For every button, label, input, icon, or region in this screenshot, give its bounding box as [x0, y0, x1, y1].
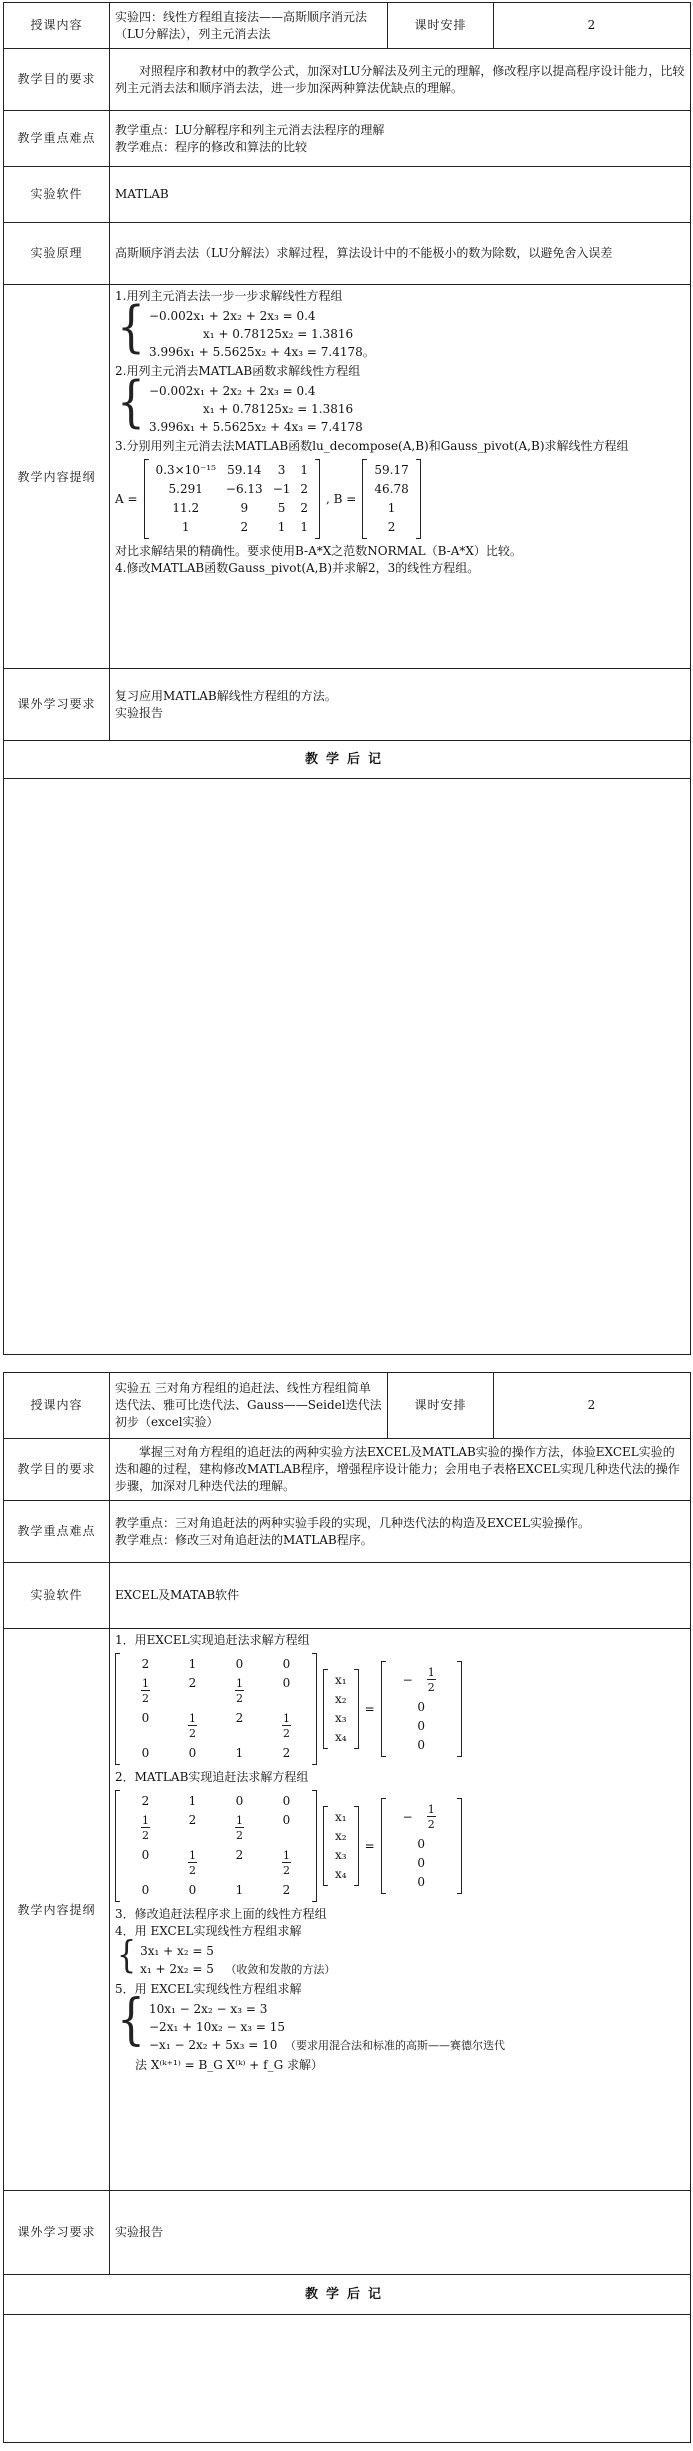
matrix-cell: 0	[417, 1856, 425, 1870]
lesson4-course: 实验四：线性方程组直接法——高斯顺序消元法（LU分解法），列主元消去法	[110, 3, 388, 49]
equation	[140, 1960, 335, 1979]
equals-sign: =	[364, 1838, 375, 1853]
tips-label: 教学内容提纲	[4, 1629, 110, 2191]
schedule-label: 课时安排	[388, 3, 494, 49]
lesson4-tips	[110, 285, 691, 669]
lesson4-extra	[110, 669, 691, 741]
matrix-cell: 0	[188, 1746, 197, 1760]
x-vector	[323, 1669, 359, 1749]
postnote-header: 教学后记	[4, 2275, 691, 2315]
period: 。	[362, 345, 375, 359]
matrix-cell: 0	[417, 1700, 425, 1714]
equation	[149, 343, 375, 361]
lesson5-software: EXCEL及MATAB软件	[110, 1563, 691, 1629]
matrix-cell: 0	[417, 1837, 425, 1851]
lesson4-item3-tail: 对比求解结果的精确性。要求使用B-A*X之范数NORMAL（B-A*X）比较。	[115, 544, 522, 558]
schedule-label: 课时安排	[388, 1373, 494, 1439]
lesson4-principle: 高斯顺序消去法（LU分解法）求解过程，算法设计中的不能极小的数为除数，以避免舍入误差	[110, 223, 691, 285]
equation: 3.996x₁ + 5.5625x₂ + 4x₃ = 7.4178	[149, 420, 363, 434]
objective-label: 教学目的要求	[4, 49, 110, 111]
fraction: $\frac{1}{2}$	[283, 1849, 290, 1877]
lesson5-system2	[115, 1790, 685, 1902]
lesson5-item2: 2．MATLAB实现追赶法求解方程组	[115, 1770, 309, 1784]
software-label: 实验软件	[4, 1563, 110, 1629]
matrix-cell: 0	[141, 1746, 150, 1760]
rhs-vector	[381, 1661, 462, 1757]
equation: 3x₁ + x₂ = 5	[140, 1944, 214, 1958]
matrix-cell: 2	[282, 1883, 291, 1897]
matrix-a-cell: 59.14	[227, 463, 262, 477]
matrix-cell: 0	[282, 1657, 291, 1671]
matrix-cell: 1	[188, 1794, 197, 1808]
brace-icon: {	[117, 370, 145, 434]
matrix-cell	[216, 1811, 263, 1846]
equation: −0.002x₁ + 2x₂ + 2x₃ = 0.4	[149, 309, 316, 323]
equals-sign: =	[364, 1701, 375, 1716]
matrix-cell: 2	[235, 1848, 244, 1862]
matrix-cell: x₂	[335, 1829, 347, 1843]
lesson4-item1: 1.用列主元消去法一步一步求解线性方程组	[115, 289, 343, 303]
matrix-a-cell: 1	[300, 520, 309, 534]
lesson4-extra2: 实验报告	[115, 705, 164, 720]
lesson5-item3: 3．修改追赶法程序求上面的线性方程组	[115, 1907, 327, 1921]
matrix-cell: 0	[417, 1875, 425, 1889]
matrix-cell: 0	[235, 1794, 244, 1808]
lesson4-matrices	[115, 459, 685, 539]
matrix-b	[362, 459, 420, 539]
lesson4-objective: 对照程序和教材中的教学公式，加深对LU分解法及列主元的理解，修改程序以提高程序设计能力，比较列主元消去法和顺序消去法，进一步加深两种算法优缺点的理解。	[110, 49, 691, 111]
lesson4-table	[3, 2, 691, 1355]
objective-label: 教学目的要求	[4, 1439, 110, 1501]
matrix-a-cell: 3	[277, 463, 286, 477]
matrix-cell: 2	[235, 1711, 244, 1725]
matrix-a-cell: −6.13	[225, 482, 263, 496]
matrix-cell: 0	[188, 1883, 197, 1897]
fraction: $\frac{1}{2}$	[283, 1712, 290, 1740]
brace-icon: {	[117, 1933, 137, 1978]
lesson4-item2: 2.用列主元消去MATLAB函数求解线性方程组	[115, 364, 361, 378]
matrix-cell: 1	[188, 1657, 197, 1671]
matrix-a-cell: 5	[277, 501, 286, 515]
matrix-b-cell: 59.17	[374, 463, 409, 477]
rhs-vector	[381, 1798, 462, 1894]
fraction: $\frac{1}{2}$	[236, 1814, 243, 1842]
lesson5-hours: 2	[494, 1373, 691, 1439]
extra-label: 课外学习要求	[4, 669, 110, 741]
equation-note: （要求用混合法和标准的高斯——赛德尔迭代	[285, 2039, 506, 2052]
matrix-cell: 0	[141, 1848, 150, 1862]
matrix-a-cell: 5.291	[168, 482, 203, 496]
matrix-cell: 0	[141, 1711, 150, 1725]
matrix-cell	[169, 1846, 216, 1881]
brace-icon: {	[117, 295, 145, 359]
lesson5-item4: 4．用 EXCEL实现线性方程组求解	[115, 1924, 302, 1938]
lesson4-extra1: 复习应用MATLAB解线性方程组的方法。	[115, 688, 337, 703]
matrix-cell: 1	[235, 1746, 244, 1760]
equation: −2x₁ + 10x₂ − x₃ = 15	[149, 2020, 286, 2034]
lesson5-keypoint: 教学重点：三对角追赶法的两种实验手段的实现，几种迭代法的构造及EXCEL实验操作。	[115, 1515, 591, 1530]
brace-icon: {	[117, 1988, 145, 2052]
postnote-area	[4, 779, 691, 1355]
equation: x₁ + 0.78125x₂ = 1.3816	[203, 327, 354, 341]
matrix-cell: 0	[141, 1883, 150, 1897]
matrix-cell	[263, 1709, 310, 1744]
equation: x₁ + 0.78125x₂ = 1.3816	[203, 402, 354, 416]
tridiagonal-matrix	[115, 1790, 317, 1902]
lesson4-item3: 3.分别用列主元消去法MATLAB函数lu_decompose(A,B)和Gauss_pivot(A,B)求解线性方程组	[115, 439, 629, 453]
lesson5-difficulty: 教学难点：修改三对角追赶法的MATLAB程序。	[115, 1532, 373, 1547]
matrix-cell	[388, 1663, 455, 1698]
lesson4-item4: 4.修改MATLAB函数Gauss_pivot(A,B)并求解2，3的线性方程组。	[115, 561, 480, 575]
matrix-cell: 0	[282, 1813, 291, 1827]
fraction: $\frac{1}{2}$	[142, 1677, 149, 1705]
matrix-b-cell: 2	[387, 520, 396, 534]
equation	[149, 2036, 505, 2055]
matrix-cell: x₁	[335, 1810, 347, 1824]
matrix-a-cell: 2	[300, 501, 309, 515]
matrix-cell: 0	[235, 1657, 244, 1671]
matrix-a-cell: 9	[240, 501, 249, 515]
matrix-cell: 1	[235, 1883, 244, 1897]
course-label: 授课内容	[4, 1373, 110, 1439]
postnote-area	[4, 2315, 691, 2443]
equation-text: −x₁ − 2x₂ + 5x₃ = 10	[149, 2038, 278, 2052]
software-label: 实验软件	[4, 167, 110, 223]
lesson5-extra: 实验报告	[110, 2191, 691, 2275]
lesson5-tips	[110, 1629, 691, 2191]
tips-label: 教学内容提纲	[4, 285, 110, 669]
equation-text: x₁ + 2x₂ = 5	[140, 1962, 214, 1976]
fraction: $\frac{1}{2}$	[189, 1712, 196, 1740]
matrix-cell	[263, 1846, 310, 1881]
matrix-cell	[216, 1674, 263, 1709]
lesson5-system4	[117, 1933, 685, 1979]
matrix-cell	[122, 1811, 169, 1846]
x-vector	[323, 1806, 359, 1886]
lesson5-system1	[115, 1653, 685, 1765]
lesson4-software: MATLAB	[110, 167, 691, 223]
tridiagonal-matrix	[115, 1653, 317, 1765]
matrix-cell: 0	[417, 1738, 425, 1752]
matrix-b-cell: 46.78	[374, 482, 409, 496]
matrix-cell: x₄	[335, 1730, 347, 1744]
lesson5-keypoints	[110, 1501, 691, 1563]
matrix-cell: x₃	[335, 1848, 347, 1862]
matrix-cell: 0	[417, 1719, 425, 1733]
matrix-a-label: A =	[115, 491, 138, 506]
matrix-cell: x₄	[335, 1867, 347, 1881]
principle-label: 实验原理	[4, 223, 110, 285]
matrix-cell: 2	[141, 1657, 150, 1671]
fraction: $\frac{1}{2}$	[236, 1677, 243, 1705]
matrix-a-cell: 11.2	[172, 501, 200, 515]
matrix-cell: 0	[282, 1794, 291, 1808]
lesson5-objective: 掌握三对角方程组的追赶法的两种实验方法EXCEL及MATLAB实验的操作方法，体验EXCEL实验的迭和趣的过程，建构修改MATLAB程序，增强程序设计能力；会用电子表格EXCEL实现几种迭代法的操作步骤，加深对几种迭代法的理解。	[110, 1439, 691, 1501]
lesson4-keypoints	[110, 111, 691, 167]
matrix-b-label: , B =	[326, 491, 357, 506]
lesson4-difficulty: 教学难点：程序的修改和算法的比较	[115, 139, 308, 154]
course-label: 授课内容	[4, 3, 110, 49]
matrix-cell: 2	[188, 1676, 197, 1690]
lesson5-item1: 1．用EXCEL实现追赶法求解方程组	[115, 1633, 310, 1647]
matrix-a-cell: 2	[240, 520, 249, 534]
equation: 10x₁ − 2x₂ − x₃ = 3	[149, 2002, 268, 2016]
keypoints-label: 教学重点难点	[4, 1501, 110, 1563]
matrix-cell: x₃	[335, 1711, 347, 1725]
matrix-a-cell: 2	[300, 482, 309, 496]
equation-note: （收敛和发散的方法）	[225, 1963, 336, 1976]
matrix-a-cell: −1	[272, 482, 291, 496]
equation: −0.002x₁ + 2x₂ + 2x₃ = 0.4	[149, 384, 316, 398]
matrix-cell: 0	[282, 1676, 291, 1690]
matrix-a-cell: 0.3×10⁻¹⁵	[155, 463, 216, 477]
lesson5-table	[3, 1372, 691, 2443]
matrix-cell: x₁	[335, 1673, 347, 1687]
matrix-a-cell: 1	[277, 520, 286, 534]
lesson4-hours: 2	[494, 3, 691, 49]
lesson5-item5: 5．用 EXCEL实现线性方程组求解	[115, 1982, 302, 1996]
lesson4-keypoint: 教学重点：LU分解程序和列主元消去法程序的理解	[115, 122, 385, 137]
fraction: − $\frac{1}{2}$	[402, 1666, 435, 1694]
equation-text: 3.996x₁ + 5.5625x₂ + 4x₃ = 7.4178	[149, 345, 363, 359]
matrix-a-cell: 1	[181, 520, 190, 534]
matrix-a	[144, 459, 321, 539]
fraction: − $\frac{1}{2}$	[402, 1803, 435, 1831]
matrix-cell: 2	[188, 1813, 197, 1827]
matrix-cell	[169, 1709, 216, 1744]
fraction: $\frac{1}{2}$	[189, 1849, 196, 1877]
fraction: $\frac{1}{2}$	[142, 1814, 149, 1842]
matrix-cell	[388, 1800, 455, 1835]
keypoints-label: 教学重点难点	[4, 111, 110, 167]
lesson5-course: 实验五 三对角方程组的追赶法、线性方程组简单迭代法、雅可比迭代法、Gauss——Seidel迭代法初步（excel实验）	[110, 1373, 388, 1439]
matrix-cell: 2	[282, 1746, 291, 1760]
matrix-cell: x₂	[335, 1692, 347, 1706]
matrix-b-cell: 1	[387, 501, 396, 515]
postnote-header: 教学后记	[4, 741, 691, 779]
lesson5-formula: 法 X⁽ᵏ⁺¹⁾ = B_G X⁽ᵏ⁾ + f_G 求解）	[135, 2058, 324, 2072]
matrix-cell	[122, 1674, 169, 1709]
matrix-cell: 2	[141, 1794, 150, 1808]
extra-label: 课外学习要求	[4, 2191, 110, 2275]
matrix-a-cell: 1	[300, 463, 309, 477]
